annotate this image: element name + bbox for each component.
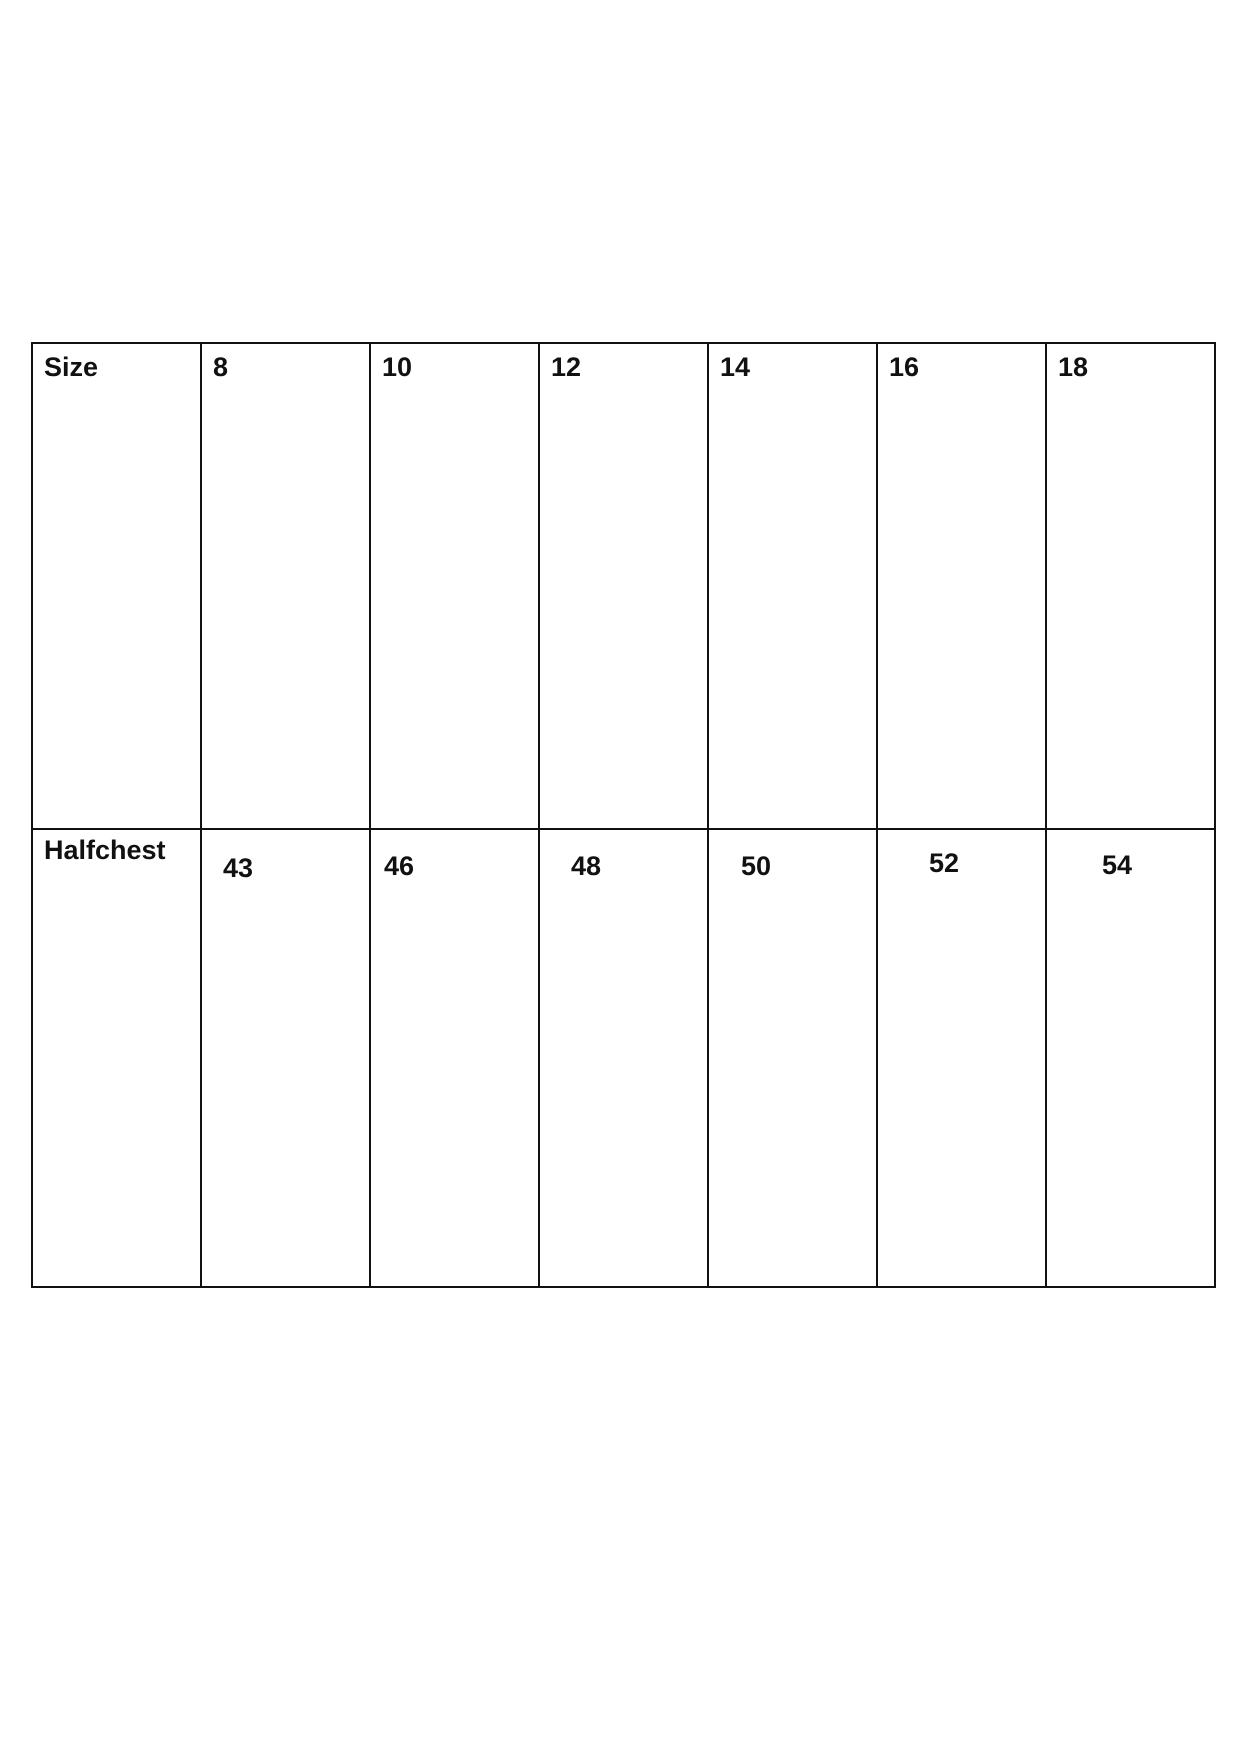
table-row-size bbox=[32, 343, 1215, 829]
halfchest-value: 46 bbox=[384, 851, 415, 881]
row-label-size: Size bbox=[44, 352, 99, 382]
size-value: 14 bbox=[720, 352, 751, 382]
halfchest-value: 50 bbox=[741, 851, 772, 881]
halfchest-value: 54 bbox=[1102, 850, 1133, 880]
halfchest-value: 48 bbox=[571, 851, 602, 881]
table-cell bbox=[539, 343, 708, 829]
row-label-cell bbox=[32, 829, 201, 1287]
table-cell bbox=[1046, 829, 1215, 1287]
table-row-halfchest bbox=[32, 829, 1215, 1287]
size-value: 16 bbox=[889, 352, 920, 382]
table-cell bbox=[201, 829, 370, 1287]
table-cell bbox=[370, 829, 539, 1287]
table-cell bbox=[708, 343, 877, 829]
halfchest-value: 52 bbox=[929, 848, 960, 878]
size-value: 18 bbox=[1058, 352, 1089, 382]
table-cell bbox=[877, 829, 1046, 1287]
table-cell bbox=[370, 343, 539, 829]
table-cell bbox=[539, 829, 708, 1287]
row-label-halfchest: Halfchest bbox=[44, 835, 166, 865]
size-value: 8 bbox=[213, 352, 229, 382]
table-cell bbox=[201, 343, 370, 829]
halfchest-value: 43 bbox=[223, 853, 254, 883]
table-cell bbox=[708, 829, 877, 1287]
size-value: 12 bbox=[551, 352, 582, 382]
size-chart-table bbox=[31, 342, 1216, 1288]
table-cell bbox=[877, 343, 1046, 829]
row-label-cell bbox=[32, 343, 201, 829]
table-cell bbox=[1046, 343, 1215, 829]
size-value: 10 bbox=[382, 352, 413, 382]
